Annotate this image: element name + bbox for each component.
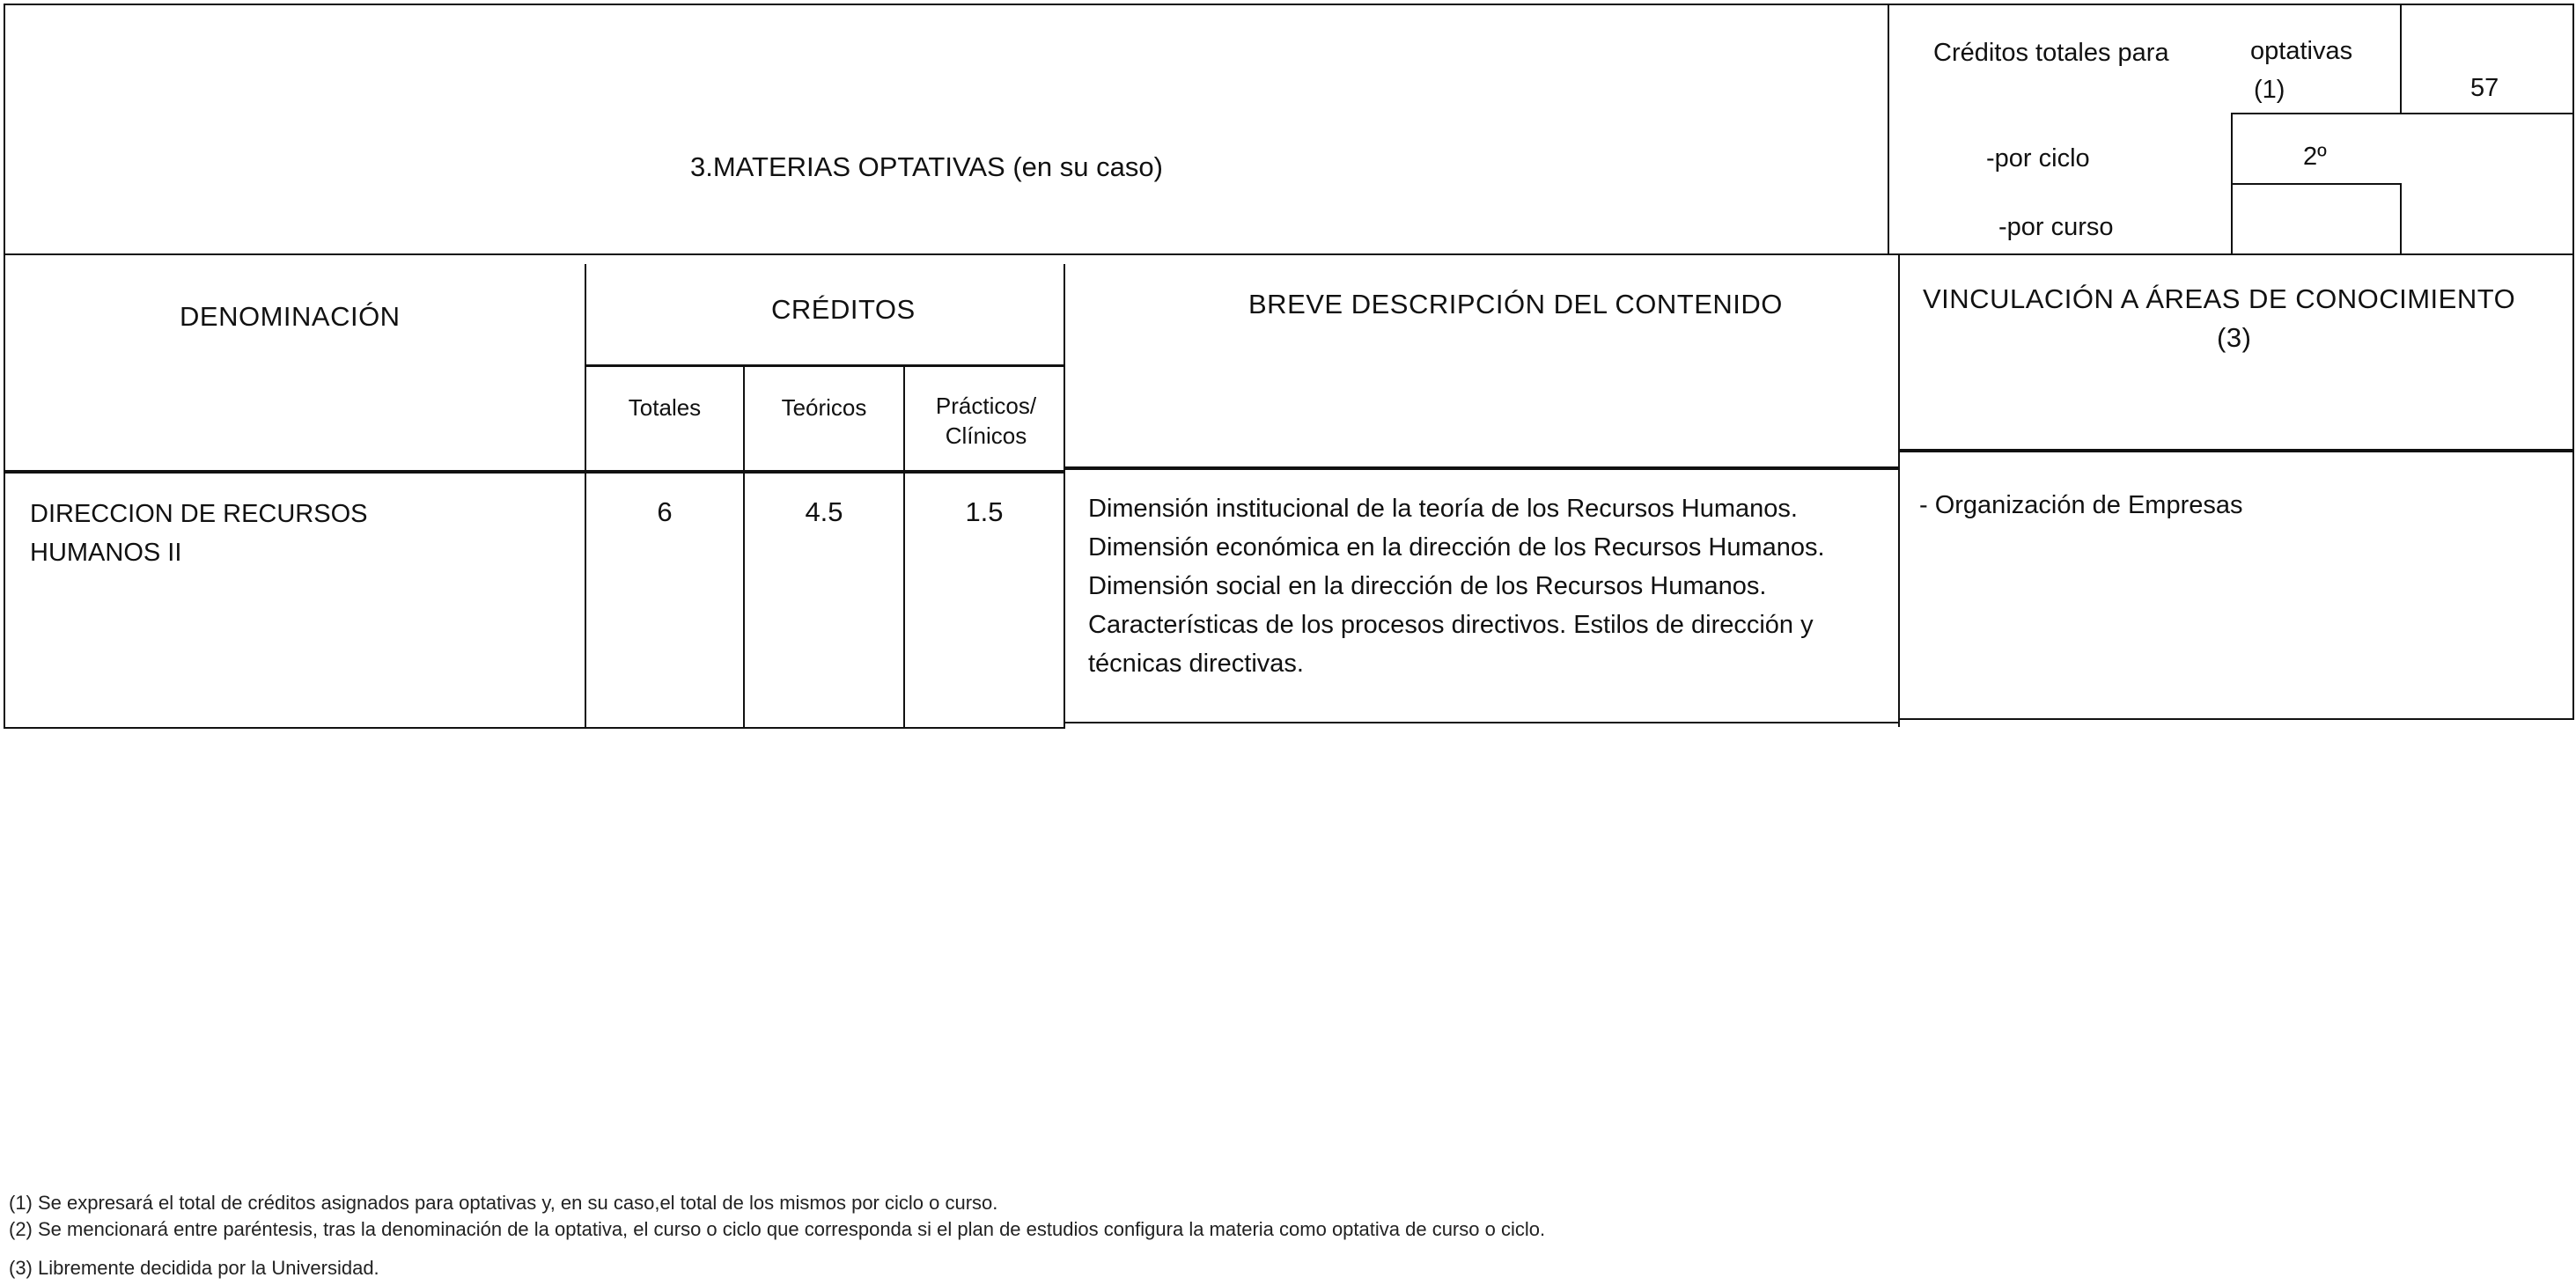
rule-bottom-right xyxy=(1898,718,2574,720)
rule-bottom-mid xyxy=(1064,722,1898,723)
rule-ciclo-bottom xyxy=(2231,183,2402,185)
rule-57-bottom xyxy=(2400,113,2572,114)
col-descripcion: BREVE DESCRIPCIÓN DEL CONTENIDO xyxy=(1248,289,1783,319)
row-descripcion: Dimensión institucional de la teoría de los Recursos Humanos. Dimensión económica en la dirección de los Recursos Humanos. Dimensión social en la dirección de los Recursos Humanos. Características de los procesos directivos. Estilos de dirección y técnicas directivas. xyxy=(1088,495,1825,678)
creditos-totales-label: Créditos totales para xyxy=(1933,39,2169,67)
col-vinculacion: VINCULACIÓN A ÁREAS DE CONOCIMIENTO xyxy=(1923,283,2516,314)
rule-curso-right xyxy=(2400,183,2402,253)
rule-header-divider-v xyxy=(1888,4,1889,255)
col-denominacion: DENOMINACIÓN xyxy=(180,301,401,332)
por-curso-label: -por curso xyxy=(1998,213,2114,241)
rule-cred-prac xyxy=(903,366,905,729)
rule-colheader-top xyxy=(4,253,2574,255)
rule-thick-3 xyxy=(1898,449,2574,452)
rule-left-header xyxy=(4,4,5,255)
col-practicos: Prácticos/ Clínicos xyxy=(935,393,1037,449)
rule-top-right xyxy=(1888,4,2574,5)
col-vinculacion-ref: (3) xyxy=(2217,322,2252,353)
rule-ciclo-top xyxy=(2231,113,2402,114)
rule-col-right xyxy=(2572,253,2574,720)
por-ciclo-label: -por ciclo xyxy=(1986,144,2090,173)
section-title: 3.MATERIAS OPTATIVAS (en su caso) xyxy=(690,151,1163,182)
rule-col-desc xyxy=(1064,264,1065,729)
rule-thick-1 xyxy=(4,470,1064,474)
total-optativas-value: 57 xyxy=(2470,74,2499,102)
row-totales: 6 xyxy=(657,496,673,527)
row-vinculacion: - Organización de Empresas xyxy=(1919,491,2243,519)
rule-right-header xyxy=(2572,4,2574,255)
rule-57-left xyxy=(2400,4,2402,113)
rule-col-vinc xyxy=(1898,255,1900,727)
footnote-3: (3) Libremente decidida por la Universidad. xyxy=(9,1257,379,1279)
footnote-2: (2) Se mencionará entre paréntesis, tras la denominación de la optativa, el curso o ciclo que corresponda si el plan de estudios configura la materia como optativa de curso o ciclo. xyxy=(9,1218,1546,1240)
ciclo-value: 2º xyxy=(2303,143,2327,171)
row-denominacion: DIRECCION DE RECURSOS HUMANOS II xyxy=(30,500,368,567)
optativas-note-ref: (1) xyxy=(2254,76,2285,104)
row-practicos: 1.5 xyxy=(965,496,1004,527)
row-teoricos: 4.5 xyxy=(805,496,843,527)
rule-cred-sub xyxy=(585,364,1064,367)
optativas-label: optativas xyxy=(2250,37,2353,65)
rule-bottom-left xyxy=(4,727,1064,729)
rule-top xyxy=(4,4,1888,5)
col-teoricos: Teóricos xyxy=(781,394,867,421)
rule-thick-2 xyxy=(1064,466,1898,470)
col-creditos: CRÉDITOS xyxy=(771,294,916,325)
rule-col-cred xyxy=(585,264,586,729)
rule-col-den xyxy=(4,253,5,729)
col-totales: Totales xyxy=(628,394,702,421)
footnote-1: (1) Se expresará el total de créditos asignados para optativas y, en su caso,el total de los mismos por ciclo o curso. xyxy=(9,1192,998,1214)
